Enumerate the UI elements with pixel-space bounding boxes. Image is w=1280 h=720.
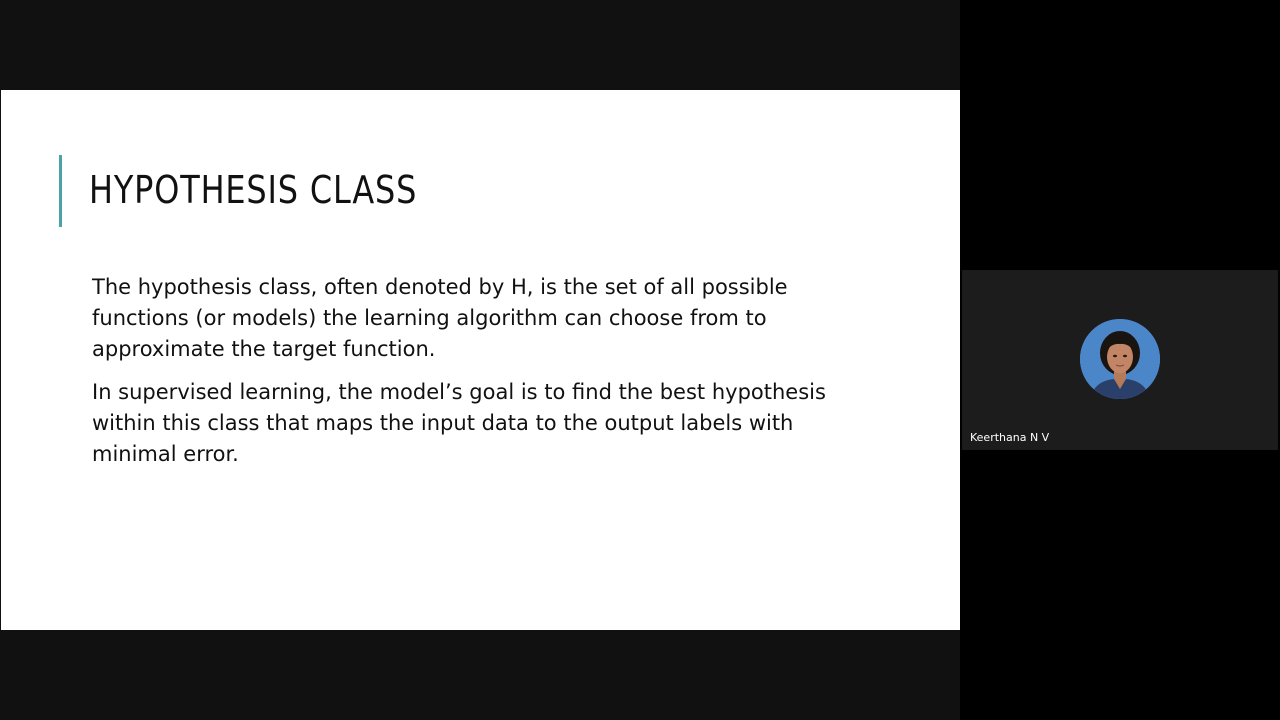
participant-video-tile[interactable]	[962, 270, 1278, 450]
person-portrait-icon	[1080, 319, 1160, 399]
participant-name-label: Keerthana N V	[970, 431, 1050, 444]
slide-paragraph-1: The hypothesis class, often denoted by H, is the set of all possible functions (or models) the learning algorithm can choose from to approximate the target function.	[92, 275, 788, 361]
slide-paragraph-2: In supervised learning, the model’s goal is to find the best hypothesis within this class that maps the input data to the output labels with minimal error.	[92, 380, 826, 466]
title-accent-bar	[59, 155, 62, 227]
slide-body	[92, 272, 852, 482]
presentation-slide	[1, 90, 960, 630]
participant-avatar	[1080, 319, 1160, 399]
slide-title: HYPOTHESIS CLASS	[89, 168, 418, 212]
